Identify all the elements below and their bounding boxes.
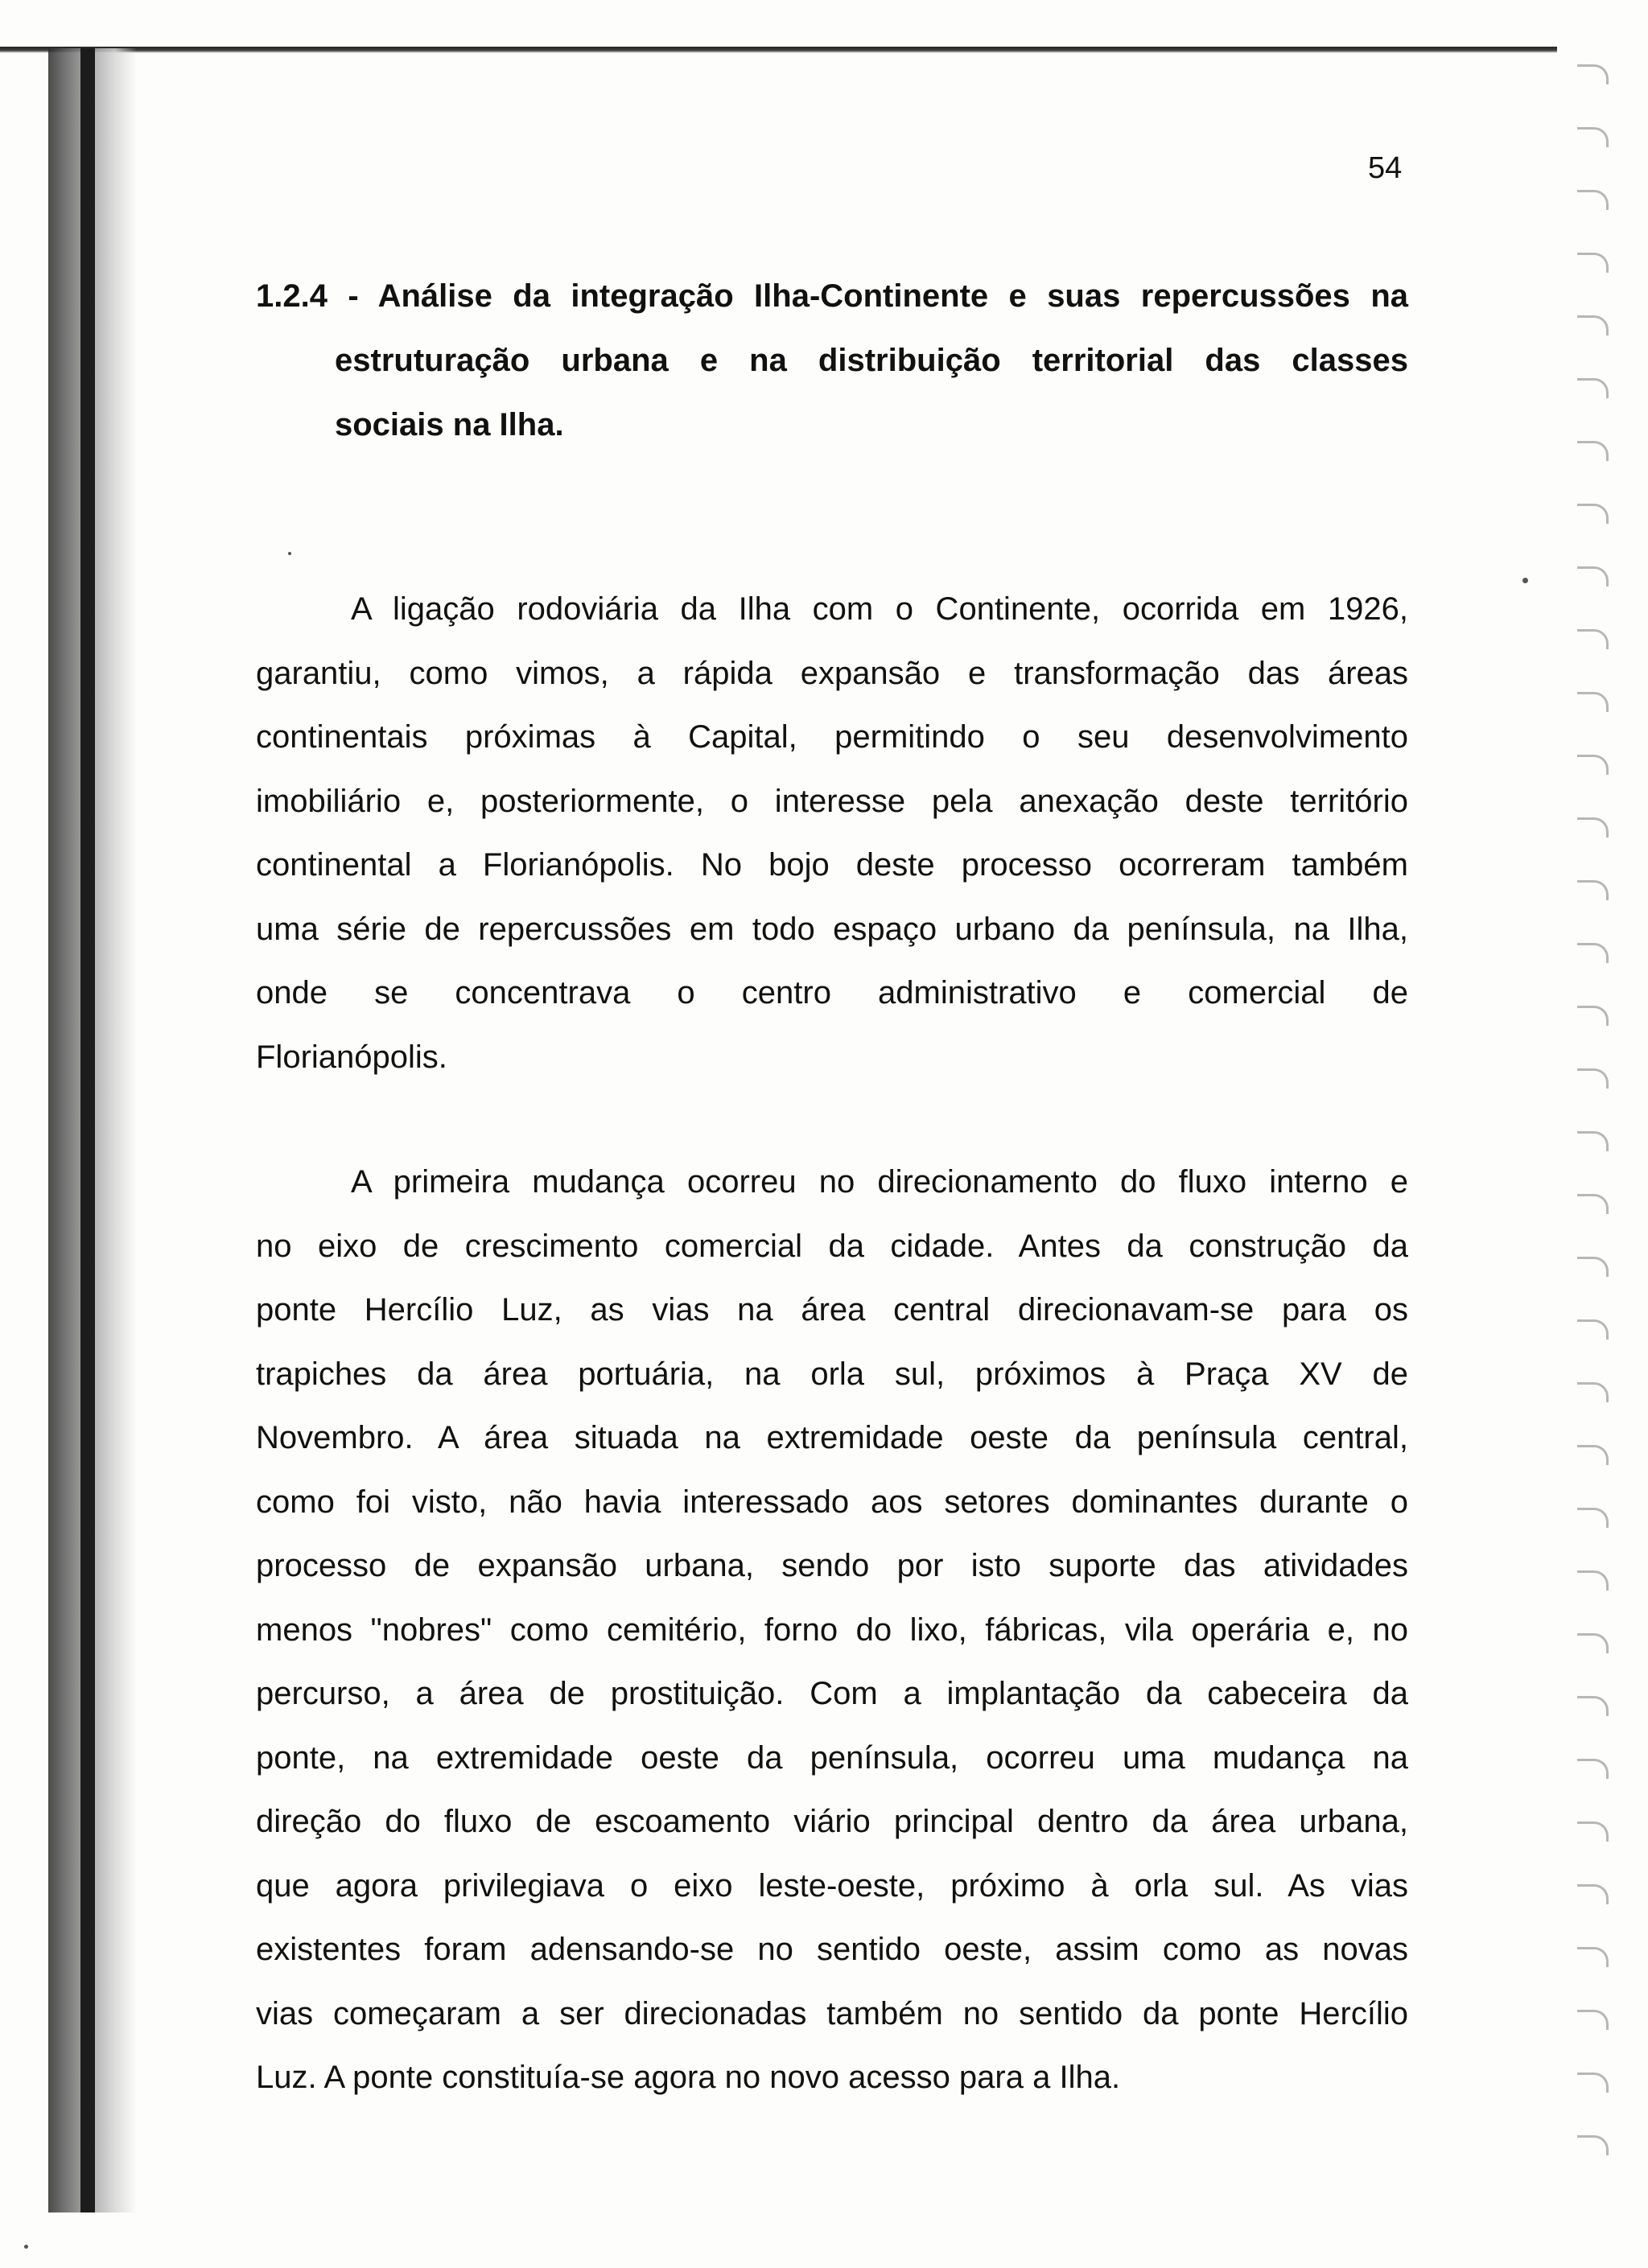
heading-line: sociais na Ilha.	[335, 407, 564, 442]
spiral-binding	[1577, 64, 1616, 2221]
spiral-ring	[1577, 1884, 1609, 1904]
scan-speck	[288, 552, 291, 555]
heading-line: estruturação urbana e na distribuição territorial das classes	[335, 343, 1408, 378]
binding-edge	[80, 48, 95, 2212]
scan-top-border	[0, 47, 1557, 53]
spiral-ring	[1577, 2010, 1609, 2030]
paragraph-line: uma série de repercussões em todo espaço urbano da península, na Ilha,	[256, 911, 1408, 947]
paragraph-line: Florianópolis.	[256, 1039, 447, 1075]
spiral-ring	[1577, 441, 1609, 461]
spiral-ring	[1577, 1319, 1609, 1340]
scan-speck	[1522, 578, 1528, 583]
paragraph-line: imobiliário e, posteriormente, o interesse pela anexação deste território	[256, 783, 1408, 819]
paragraph-line: direção do fluxo de escoamento viário principal dentro da área urbana,	[256, 1804, 1408, 1839]
paragraph-line: continental a Florianópolis. No bojo deste processo ocorreram também	[256, 847, 1408, 883]
paragraph-line: ponte Hercílio Luz, as vias na área central direcionavam-se para os	[256, 1292, 1408, 1327]
spiral-ring	[1577, 2072, 1609, 2093]
spiral-ring	[1577, 817, 1609, 838]
paragraph-1	[256, 578, 1408, 1089]
spiral-ring	[1577, 629, 1609, 649]
paragraph-line: existentes foram adensando-se no sentido oeste, assim como as novas	[256, 1932, 1408, 1967]
paragraph-line: A primeira mudança ocorreu no direcionamento do fluxo interno e	[351, 1164, 1408, 1200]
spiral-ring	[1577, 2135, 1609, 2155]
paragraph-line: A ligação rodoviária da Ilha com o Continente, ocorrida em 1926,	[351, 591, 1408, 627]
heading-line: 1.2.4 - Análise da integração Ilha-Continente e suas repercussões na	[256, 278, 1408, 314]
paragraph-line: processo de expansão urbana, sendo por isto suporte das atividades	[256, 1548, 1408, 1583]
spiral-ring	[1577, 127, 1609, 147]
spiral-ring	[1577, 1068, 1609, 1089]
spiral-ring	[1577, 1445, 1609, 1465]
paragraph-line: Luz. A ponte constituía-se agora no novo acesso para a Ilha.	[256, 2060, 1121, 2095]
paragraph-line: no eixo de crescimento comercial da cidade. Antes da construção da	[256, 1228, 1408, 1264]
page-number: 54	[1368, 151, 1403, 185]
spiral-ring	[1577, 1696, 1609, 1716]
paragraph-line: vias começaram a ser direcionadas também no sentido da ponte Hercílio	[256, 1995, 1408, 2031]
spiral-ring	[1577, 1570, 1609, 1591]
spiral-ring	[1577, 190, 1609, 210]
spiral-ring	[1577, 253, 1609, 273]
spiral-ring	[1577, 504, 1609, 524]
spiral-ring	[1577, 943, 1609, 963]
paragraph-line: Novembro. A área situada na extremidade oeste da península central,	[256, 1420, 1408, 1455]
spiral-ring	[1577, 1131, 1609, 1151]
spiral-ring	[1577, 1508, 1609, 1528]
paragraph-line: percurso, a área de prostituição. Com a implantação da cabeceira da	[256, 1676, 1408, 1711]
paragraph-line: que agora privilegiava o eixo leste-oeste, próximo à orla sul. As vias	[256, 1867, 1408, 1904]
spiral-ring	[1577, 692, 1609, 712]
section-heading	[256, 264, 1408, 457]
spiral-ring	[1577, 315, 1609, 335]
spiral-ring	[1577, 1947, 1609, 1967]
spiral-ring	[1577, 378, 1609, 398]
paragraph-line: ponte, na extremidade oeste da península, ocorreu uma mudança na	[256, 1739, 1408, 1776]
spiral-ring	[1577, 755, 1609, 775]
paragraph-line: como foi visto, não havia interessado aos setores dominantes durante o	[256, 1484, 1408, 1520]
spiral-ring	[1577, 1759, 1609, 1779]
spiral-ring	[1577, 64, 1609, 84]
spiral-ring	[1577, 1382, 1609, 1402]
paragraph-line: menos "nobres" como cemitério, forno do lixo, fábricas, vila operária e, no	[256, 1611, 1408, 1648]
spiral-ring	[1577, 1194, 1609, 1214]
spiral-ring	[1577, 1633, 1609, 1653]
spiral-ring	[1577, 566, 1609, 587]
spiral-ring	[1577, 1257, 1609, 1277]
spiral-ring	[1577, 1821, 1609, 1842]
paragraph-line: garantiu, como vimos, a rápida expansão e transformação das áreas	[256, 655, 1408, 691]
spiral-ring	[1577, 880, 1609, 900]
paragraph-line: trapiches da área portuária, na orla sul, próximos à Praça XV de	[256, 1356, 1408, 1392]
paragraph-line: onde se concentrava o centro administrativo e comercial de	[256, 975, 1408, 1011]
paragraph-2	[256, 1150, 1408, 2110]
scan-speck	[24, 2245, 28, 2249]
spiral-ring	[1577, 1006, 1609, 1026]
paragraph-line: continentais próximas à Capital, permitindo o seu desenvolvimento	[256, 719, 1408, 755]
